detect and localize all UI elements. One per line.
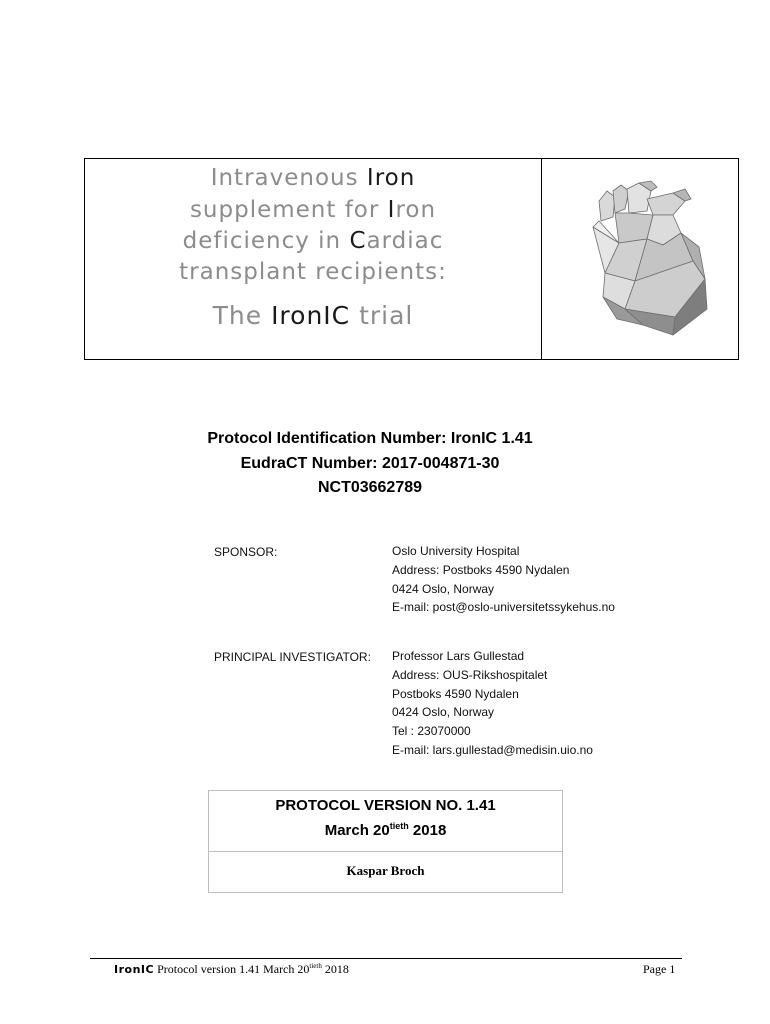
sponsor-label: SPONSOR: <box>214 545 278 559</box>
investigator-name: Professor Lars Gullestad <box>392 649 525 663</box>
investigator-details <box>392 647 593 760</box>
investigator-email: E-mail: lars.gullestad@medisin.uio.no <box>392 742 593 757</box>
version-box <box>208 790 563 893</box>
heart-logo-icon <box>555 169 735 349</box>
footer-text: IronIC Protocol version 1.41 March $20^{tieth}$ 2018 <box>114 962 349 976</box>
eudract-number: EudraCT Number: 2017-004871-30 <box>240 454 500 472</box>
sponsor-details <box>392 542 615 617</box>
title-line-3: deficiency in Cardiac <box>182 228 444 254</box>
footer-rule <box>90 958 682 959</box>
sponsor-city: 0424 Oslo, Norway <box>392 581 495 596</box>
investigator-city: 0424 Oslo, Norway <box>392 705 495 720</box>
title-line-2: supplement for Iron <box>189 197 437 223</box>
title-line-4: transplant recipients: <box>179 259 447 285</box>
title-line-1: Intravenous Iron <box>210 165 416 191</box>
nct-number: NCT03662789 <box>317 479 423 496</box>
trial-title <box>85 159 541 359</box>
protocol-identifiers <box>0 427 740 501</box>
title-box <box>84 158 739 360</box>
protocol-version-title: PROTOCOL VERSION NO. 1.41 <box>275 797 496 814</box>
sponsor-email: E-mail: post@oslo-universitetssykehus.no <box>392 600 615 615</box>
footer-brand: IronIC <box>114 963 155 976</box>
sponsor-address: Address: Postboks 4590 Nydalen <box>392 562 570 577</box>
investigator-label: PRINCIPAL INVESTIGATOR: <box>214 650 371 664</box>
page-number: Page 1 <box>643 962 676 976</box>
investigator-address: Address: OUS-Rikshospitalet <box>392 667 548 682</box>
title-divider <box>541 159 542 359</box>
protocol-id-number: Protocol Identification Number: IronIC 1.41 <box>207 430 533 447</box>
investigator-postbox: Postboks 4590 Nydalen <box>392 686 519 701</box>
author-name: Kaspar Broch <box>346 863 425 878</box>
sponsor-name: Oslo University Hospital <box>392 544 520 558</box>
version-box-divider <box>209 851 562 852</box>
protocol-date: March $20^{tieth}$ 2018 <box>324 821 447 839</box>
title-line-5: The IronIC trial <box>212 301 414 330</box>
investigator-phone: Tel : 23070000 <box>392 724 471 739</box>
